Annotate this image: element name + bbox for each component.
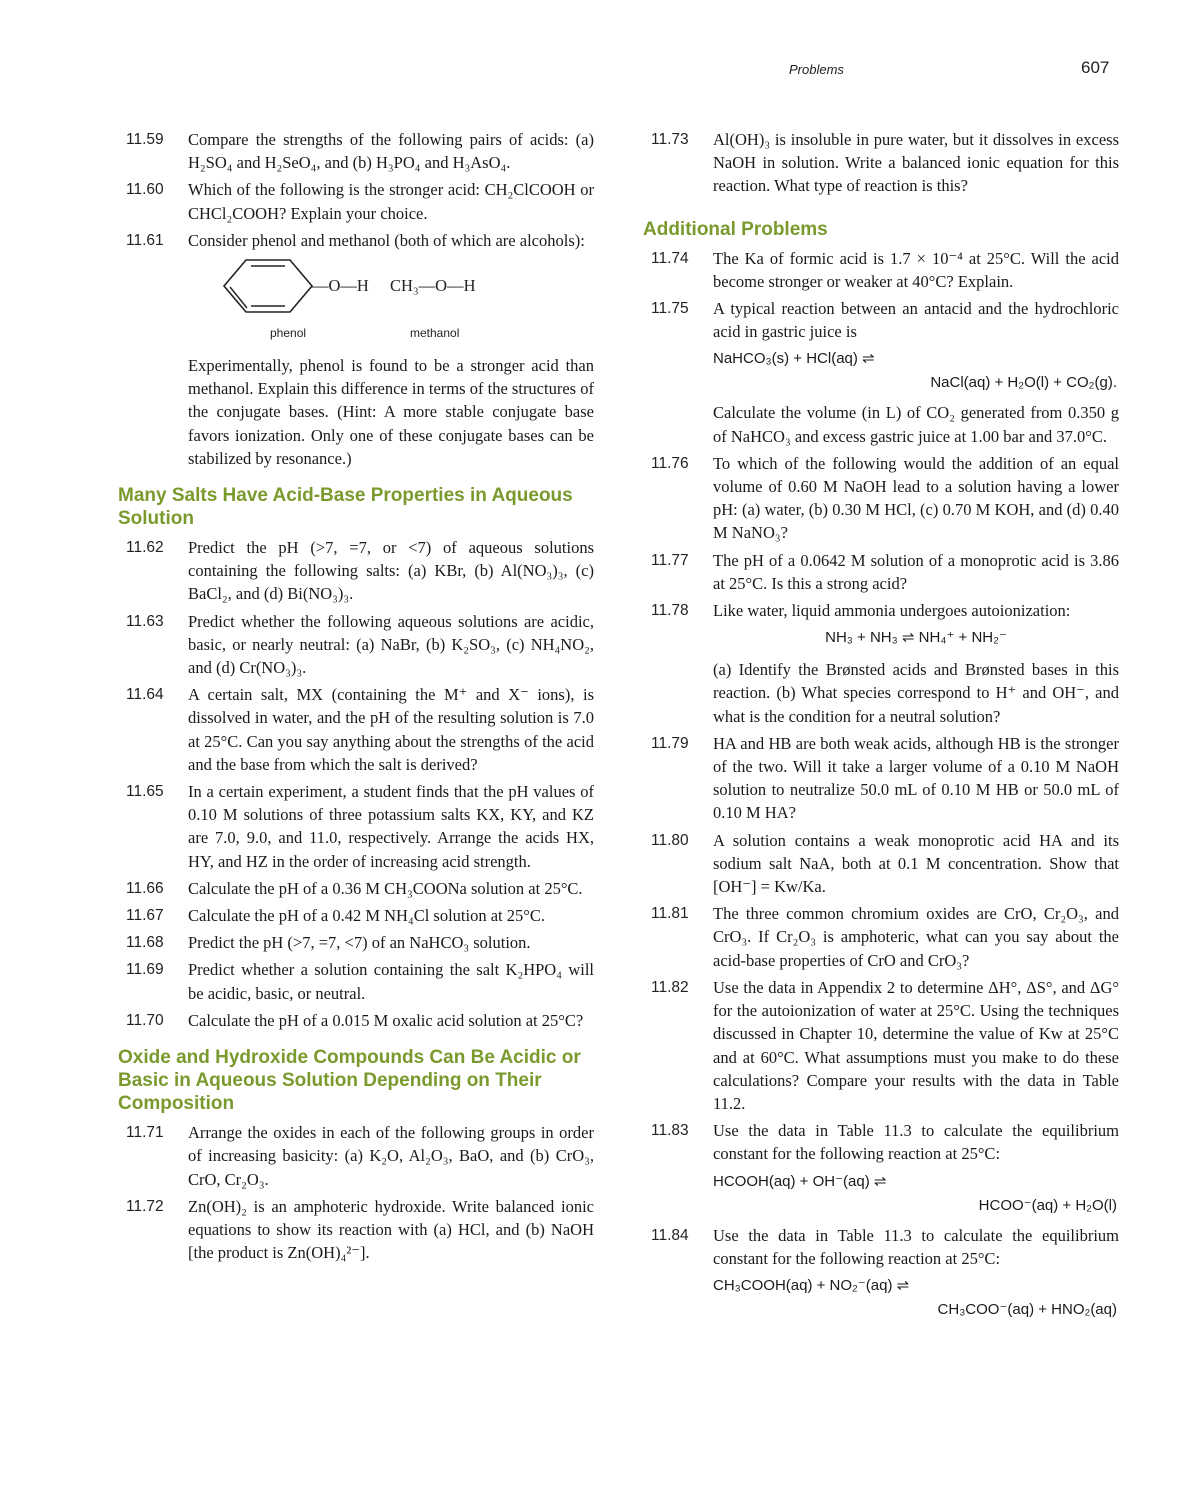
problem-11-75 [643, 297, 1119, 343]
problem-11-64 [118, 683, 594, 776]
problem-text: Al(OH)₃ is insoluble in pure water, but it dissolves in excess NaOH in solution. Write a balanced ionic equation for this reaction. What type of reaction is this? [713, 130, 1119, 196]
phenol-label: phenol [270, 326, 307, 341]
problem-text: Compare the strengths of the following pairs of acids: (a) H₂SO₄ and H₂SeO₄, and (b) H₃PO₄ and H₃AsO₄. [188, 130, 594, 173]
problem-text: Predict whether the following aqueous solutions are acidic, basic, or nearly neutral: (a) NaBr, (b) K₂SO₃, (c) NH₄NO₂, and (d) Cr(NO₃)₃. [188, 611, 594, 678]
problem-11-69 [118, 958, 594, 1004]
problem-text: A typical reaction between an antacid and the hydrochloric acid in gastric juice is [713, 299, 1119, 342]
problem-text: HA and HB are both weak acids, although HB is the stronger of the two. Will it take a larger volume of a 0.10 M NaOH solution to neutralize 50.0 mL of 0.10 M HB or 50.0 mL of 0.10 M HA? [713, 733, 1119, 823]
right-column [643, 128, 1119, 1322]
left-column [118, 128, 594, 1268]
problem-text: Consider phenol and methanol (both of which are alcohols): [188, 230, 585, 250]
problem-11-80 [643, 829, 1119, 899]
problem-number: 11.73 [651, 131, 689, 148]
running-header-section: Problems [789, 62, 844, 77]
phenol-methanol-structures [118, 256, 594, 350]
problem-11-67 [118, 904, 594, 927]
problem-number: 11.62 [126, 539, 164, 557]
problem-11-66 [118, 877, 594, 900]
problem-11-78 [643, 599, 1119, 622]
problem-number: 11.64 [126, 686, 164, 704]
problem-11-79 [643, 732, 1119, 825]
equation-11-83 [643, 1170, 1119, 1218]
problem-number: 11.70 [126, 1011, 164, 1029]
problem-11-75-continued: Calculate the volume (in L) of CO₂ generated from 0.350 g of NaHCO₃ and excess gastric juice at 1.00 bar and 37.0°C. [713, 403, 1119, 446]
problem-text: Use the data in Table 11.3 to calculate the equilibrium constant for the following reaction at 25°C: [713, 1225, 1119, 1268]
problem-number: 11.69 [126, 961, 164, 979]
problem-number: 11.72 [126, 1197, 164, 1215]
equation-line-1: HCOOH(aq) + OH⁻(aq) ⇌ [713, 1172, 887, 1190]
problem-11-63 [118, 610, 594, 680]
equation-11-78: NH₃ + NH₃ ⇌ NH₄⁺ + NH₂⁻ [825, 629, 1007, 647]
problem-number: 11.71 [126, 1124, 164, 1142]
problem-11-82 [643, 976, 1119, 1115]
problem-number: 11.59 [126, 131, 164, 148]
problem-number: 11.74 [651, 249, 689, 267]
problem-text: A certain salt, MX (containing the M⁺ and X⁻ ions), is dissolved in water, and the pH of the resulting solution is 7.0 at 25°C. Can you say anything about the strengths of the acid and the base from which the salt is derived? [188, 685, 594, 774]
problem-11-73 [643, 128, 1119, 198]
problem-text: The Ka of formic acid is 1.7 × 10⁻⁴ at 25°C. Will the acid become stronger or weaker at 40°C? Explain. [713, 248, 1119, 291]
methanol-label: methanol [410, 326, 460, 341]
problem-number: 11.77 [651, 551, 689, 569]
problem-11-74 [643, 247, 1119, 293]
problem-text: The pH of a 0.0642 M solution of a monoprotic acid is 3.86 at 25°C. Is this a strong acid? [713, 550, 1119, 593]
problem-number: 11.60 [126, 181, 164, 199]
problem-number: 11.84 [651, 1226, 689, 1244]
equation-11-75 [643, 347, 1119, 395]
problem-11-65 [118, 780, 594, 873]
problem-number: 11.83 [651, 1122, 689, 1140]
section-heading-salts: Many Salts Have Acid-Base Properties in Aqueous Solution [118, 485, 573, 530]
problem-number: 11.76 [651, 454, 689, 472]
equation-line-1: CH₃COOH(aq) + NO₂⁻(aq) ⇌ [713, 1276, 910, 1294]
problem-text: A solution contains a weak monoprotic acid HA and its sodium salt NaA, both at 0.1 M concentration. Show that [OH⁻] = Kw/Ka. [713, 830, 1119, 897]
problem-text: Use the data in Table 11.3 to calculate the equilibrium constant for the following reaction at 25°C: [713, 1121, 1119, 1164]
problem-11-62 [118, 536, 594, 606]
problem-text: Calculate the pH of a 0.015 M oxalic acid solution at 25°C? [188, 1010, 584, 1030]
problem-number: 11.67 [126, 907, 164, 925]
page-number: 607 [1081, 58, 1110, 77]
problem-11-60 [118, 178, 594, 224]
problem-text: Use the data in Appendix 2 to determine ΔH°, ΔS°, and ΔG° for the autoionization of water at 25°C. Using the techniques discussed in Chapter 10, determine the value of Kw at 25°C and at 60°C. What assumptions must you make to do these calculations? Compare your results with the data in Table 11.2. [713, 977, 1119, 1113]
problem-11-76 [643, 452, 1119, 545]
problem-text: Calculate the pH of a 0.42 M NH₄Cl solution at 25°C. [188, 906, 545, 926]
problem-number: 11.82 [651, 978, 689, 996]
problem-text: Predict whether a solution containing the salt K₂HPO₄ will be acidic, basic, or neutral. [188, 960, 594, 1003]
section-heading-oxides: Oxide and Hydroxide Compounds Can Be Acidic or Basic in Aqueous Solution Depending on Their Composition [118, 1047, 581, 1115]
problem-text: In a certain experiment, a student finds that the pH values of 0.10 M solutions of three potassium salts KX, KY, and KZ are 7.0, 9.0, and 11.0, respectively. Arrange the acids HX, HY, and HZ in the order of increasing acid strength. [188, 782, 594, 871]
problem-number: 11.61 [126, 231, 164, 249]
problem-number: 11.65 [126, 783, 164, 801]
problem-11-68 [118, 931, 594, 954]
problem-text: Calculate the pH of a 0.36 M CH₃COONa solution at 25°C. [188, 878, 583, 898]
problem-11-78-continued: (a) Identify the Brønsted acids and Brønsted bases in this reaction. (b) What species correspond to H⁺ and OH⁻, and what is the condition for a neutral solution? [713, 660, 1119, 726]
problem-text: Predict the pH (>7, =7, or <7) of aqueous solutions containing the following salts: (a) KBr, (b) Al(NO₃)₃, (c) BaCl₂, and (d) Bi(NO₃)₃. [188, 538, 594, 604]
benzene-ring-drawing [118, 256, 594, 350]
equation-line-2: HCOO⁻(aq) + H₂O(l) [978, 1196, 1117, 1214]
problem-text: Arrange the oxides in each of the following groups in order of increasing basicity: (a) K₂O, Al₂O₃, BaO, and (b) CrO₃, CrO, Cr₂O₃. [188, 1123, 594, 1189]
methanol-formula: CH₃—O—H [390, 276, 476, 296]
problem-text: Like water, liquid ammonia undergoes autoionization: [713, 601, 1071, 621]
problem-11-61-continued: Experimentally, phenol is found to be a stronger acid than methanol. Explain this difference in terms of the structures of the conjugate bases. (Hint: A more stable conjugate base favors ionization. Only one of these conjugate bases can be stabilized by resonance.) [188, 356, 594, 468]
problem-11-72 [118, 1195, 594, 1265]
problem-11-81 [643, 902, 1119, 972]
problem-text: Zn(OH)₂ is an amphoteric hydroxide. Write balanced ionic equations to show its reaction with (a) HCl, and (b) NaOH [the product is Zn(OH)₄²⁻]. [188, 1196, 594, 1263]
problem-11-83 [643, 1119, 1119, 1165]
problem-text: To which of the following would the addition of an equal volume of 0.60 M NaOH lead to a solution having a lower pH: (a) water, (b) 0.30 M HCl, (c) 0.70 M KOH, and (d) 0.40 M NaNO₃? [713, 453, 1119, 543]
problem-number: 11.79 [651, 734, 689, 752]
problem-11-59 [118, 128, 594, 174]
problem-11-71 [118, 1121, 594, 1191]
problem-number: 11.68 [126, 934, 164, 952]
problem-text: The three common chromium oxides are CrO, Cr₂O₃, and CrO₃. If Cr₂O₃ is amphoteric, what can you say about the acid-base properties of CrO and CrO₃? [713, 904, 1119, 970]
problem-11-70 [118, 1009, 594, 1032]
equation-line-2: CH₃COO⁻(aq) + HNO₂(aq) [937, 1300, 1117, 1318]
problem-number: 11.66 [126, 879, 164, 897]
equation-11-84 [643, 1274, 1119, 1322]
problem-number: 11.81 [651, 905, 689, 923]
problem-number: 11.63 [126, 612, 164, 630]
problem-number: 11.80 [651, 831, 689, 849]
problem-11-61 [118, 229, 594, 252]
problem-11-77 [643, 549, 1119, 595]
problem-text: Which of the following is the stronger acid: CH₂ClCOOH or CHCl₂COOH? Explain your choice. [188, 180, 594, 223]
problem-text: Predict the pH (>7, =7, <7) of an NaHCO₃ solution. [188, 933, 531, 953]
problem-number: 11.75 [651, 300, 689, 318]
problem-11-84 [643, 1224, 1119, 1270]
equation-line-1: NaHCO₃(s) + HCl(aq) ⇌ [713, 350, 875, 368]
section-heading-additional: Additional Problems [643, 218, 828, 240]
problem-number: 11.78 [651, 602, 689, 620]
equation-line-2: NaCl(aq) + H₂O(l) + CO₂(g). [930, 374, 1117, 392]
phenol-oh-group: —O—H [312, 276, 369, 296]
